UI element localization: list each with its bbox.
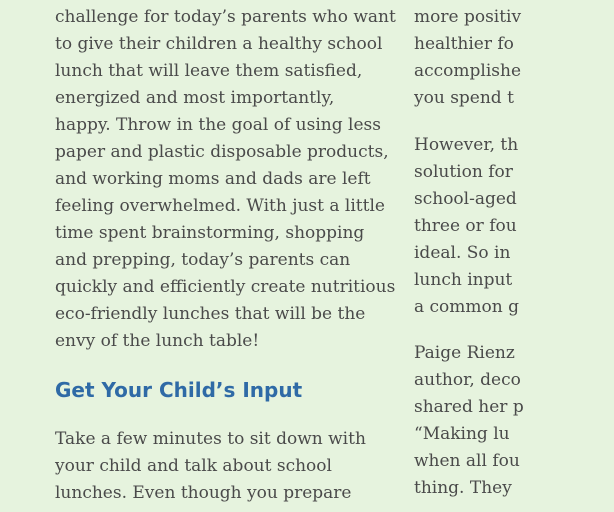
text-line: author, deco bbox=[414, 370, 521, 390]
text-line: quickly and efficiently create nutritious bbox=[55, 277, 396, 297]
intro-paragraph bbox=[55, 4, 396, 355]
text-line: Paige Rienz bbox=[414, 343, 515, 363]
text-line: challenge for today’s parents who want bbox=[55, 7, 396, 27]
text-line: envy of the lunch table! bbox=[55, 331, 260, 351]
text-line: Take a few minutes to sit down with bbox=[55, 429, 366, 449]
text-line: paper and plastic disposable products, bbox=[55, 142, 389, 162]
text-line: ideal. So in bbox=[414, 243, 511, 263]
text-line: energized and most importantly, bbox=[55, 88, 335, 108]
text-line: to give their children a healthy school bbox=[55, 34, 383, 54]
text-line: feeling overwhelmed. With just a little bbox=[55, 196, 385, 216]
text-line: However, th bbox=[414, 135, 519, 155]
text-line: lunches. Even though you prepare bbox=[55, 483, 352, 503]
text-line: eco-friendly lunches that will be the bbox=[55, 304, 366, 324]
text-line: when all fou bbox=[414, 451, 520, 471]
text-line: accomplishe bbox=[414, 61, 522, 81]
section-heading: Get Your Child’s Input bbox=[55, 378, 303, 402]
text-line: thing. They bbox=[414, 478, 512, 498]
text-line: “Making lu bbox=[414, 424, 510, 444]
right-paragraph-1 bbox=[414, 4, 521, 112]
text-line: lunch input bbox=[414, 270, 513, 290]
text-line: solution for bbox=[414, 162, 513, 182]
text-line: happy. Throw in the goal of using less bbox=[55, 115, 381, 135]
text-line: healthier fo bbox=[414, 34, 514, 54]
text-line: and prepping, today’s parents can bbox=[55, 250, 351, 270]
right-paragraph-2 bbox=[414, 132, 519, 321]
right-paragraph-3 bbox=[414, 340, 524, 502]
text-line: school-aged bbox=[414, 189, 517, 209]
text-line: and working moms and dads are left bbox=[55, 169, 371, 189]
text-line: shared her p bbox=[414, 397, 524, 417]
text-line: you spend t bbox=[414, 88, 514, 108]
text-line: more positiv bbox=[414, 7, 522, 27]
text-line: your child and talk about school bbox=[55, 456, 332, 476]
text-line: three or fou bbox=[414, 216, 517, 236]
body-paragraph bbox=[55, 426, 366, 507]
text-line: lunch that will leave them satisfied, bbox=[55, 61, 363, 81]
text-line: a common g bbox=[414, 297, 520, 317]
text-line: time spent brainstorming, shopping bbox=[55, 223, 365, 243]
